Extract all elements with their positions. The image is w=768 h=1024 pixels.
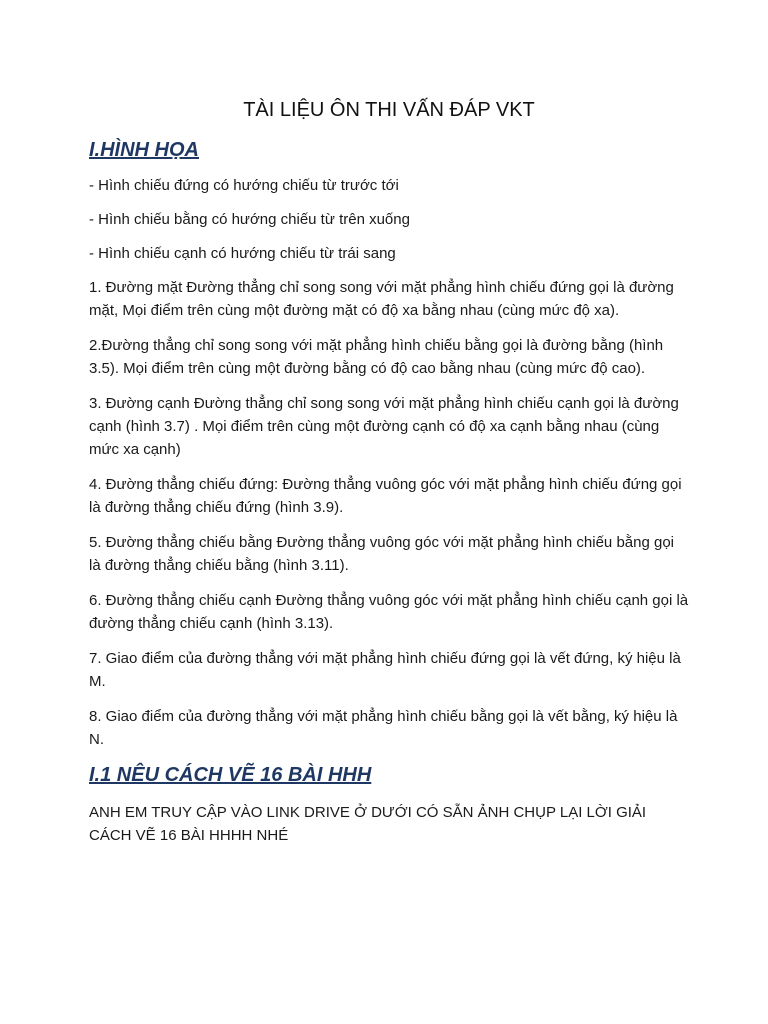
- bullet-item: - Hình chiếu đứng có hướng chiếu từ trước tới: [89, 177, 399, 194]
- section-heading-16-bai: I.1 NÊU CÁCH VẼ 16 BÀI HHH: [89, 764, 372, 786]
- document-content: [89, 98, 689, 847]
- section-heading-hinh-hoa: I.HÌNH HỌA: [89, 139, 199, 161]
- paragraph-item: 4. Đường thẳng chiếu đứng: Đường thẳng vuông góc với mặt phẳng hình chiếu đứng gọi là đường thẳng chiếu đứng (hình 3.9).: [89, 476, 682, 516]
- paragraph-item: 5. Đường thẳng chiếu bằng Đường thẳng vuông góc với mặt phẳng hình chiếu bằng gọi là đường thẳng chiếu bằng (hình 3.11).: [89, 534, 674, 574]
- drive-instruction-paragraph: ANH EM TRUY CẬP VÀO LINK DRIVE Ở DƯỚI CÓ SẴN ẢNH CHỤP LẠI LỜI GIẢI CÁCH VẼ 16 BÀI HHHH NHÉ: [89, 804, 647, 844]
- paragraph-item: 3. Đường cạnh Đường thẳng chỉ song song với mặt phẳng hình chiếu cạnh gọi là đường cạnh (hình 3.7) . Mọi điểm trên cùng một đường cạnh có độ xa cạnh bằng nhau (cùng mức xa cạnh): [89, 395, 679, 458]
- paragraph-item: 2.Đường thẳng chỉ song song với mặt phẳng hình chiếu bằng gọi là đường bằng (hình 3.5). Mọi điểm trên cùng một đường bằng có độ cao bằng nhau (cùng mức độ cao).: [89, 337, 664, 377]
- paragraph-item: 1. Đường mặt Đường thẳng chỉ song song với mặt phẳng hình chiếu đứng gọi là đường mặt, Mọi điểm trên cùng một đường mặt có độ xa bằng nhau (cùng mức độ xa).: [89, 279, 674, 319]
- document-title: TÀI LIỆU ÔN THI VẤN ĐÁP VKT: [243, 99, 535, 121]
- paragraph-item: 7. Giao điểm của đường thẳng với mặt phẳng hình chiếu đứng gọi là vết đứng, ký hiệu là M.: [89, 650, 681, 690]
- paragraph-item: 8. Giao điểm của đường thẳng với mặt phẳng hình chiếu bằng gọi là vết bằng, ký hiệu là N.: [89, 708, 678, 748]
- paragraph-item: 6. Đường thẳng chiếu cạnh Đường thẳng vuông góc với mặt phẳng hình chiếu cạnh gọi là đường thẳng chiếu cạnh (hình 3.13).: [89, 592, 689, 632]
- bullet-item: - Hình chiếu cạnh có hướng chiếu từ trái sang: [89, 245, 396, 262]
- bullet-item: - Hình chiếu bằng có hướng chiếu từ trên xuống: [89, 211, 410, 228]
